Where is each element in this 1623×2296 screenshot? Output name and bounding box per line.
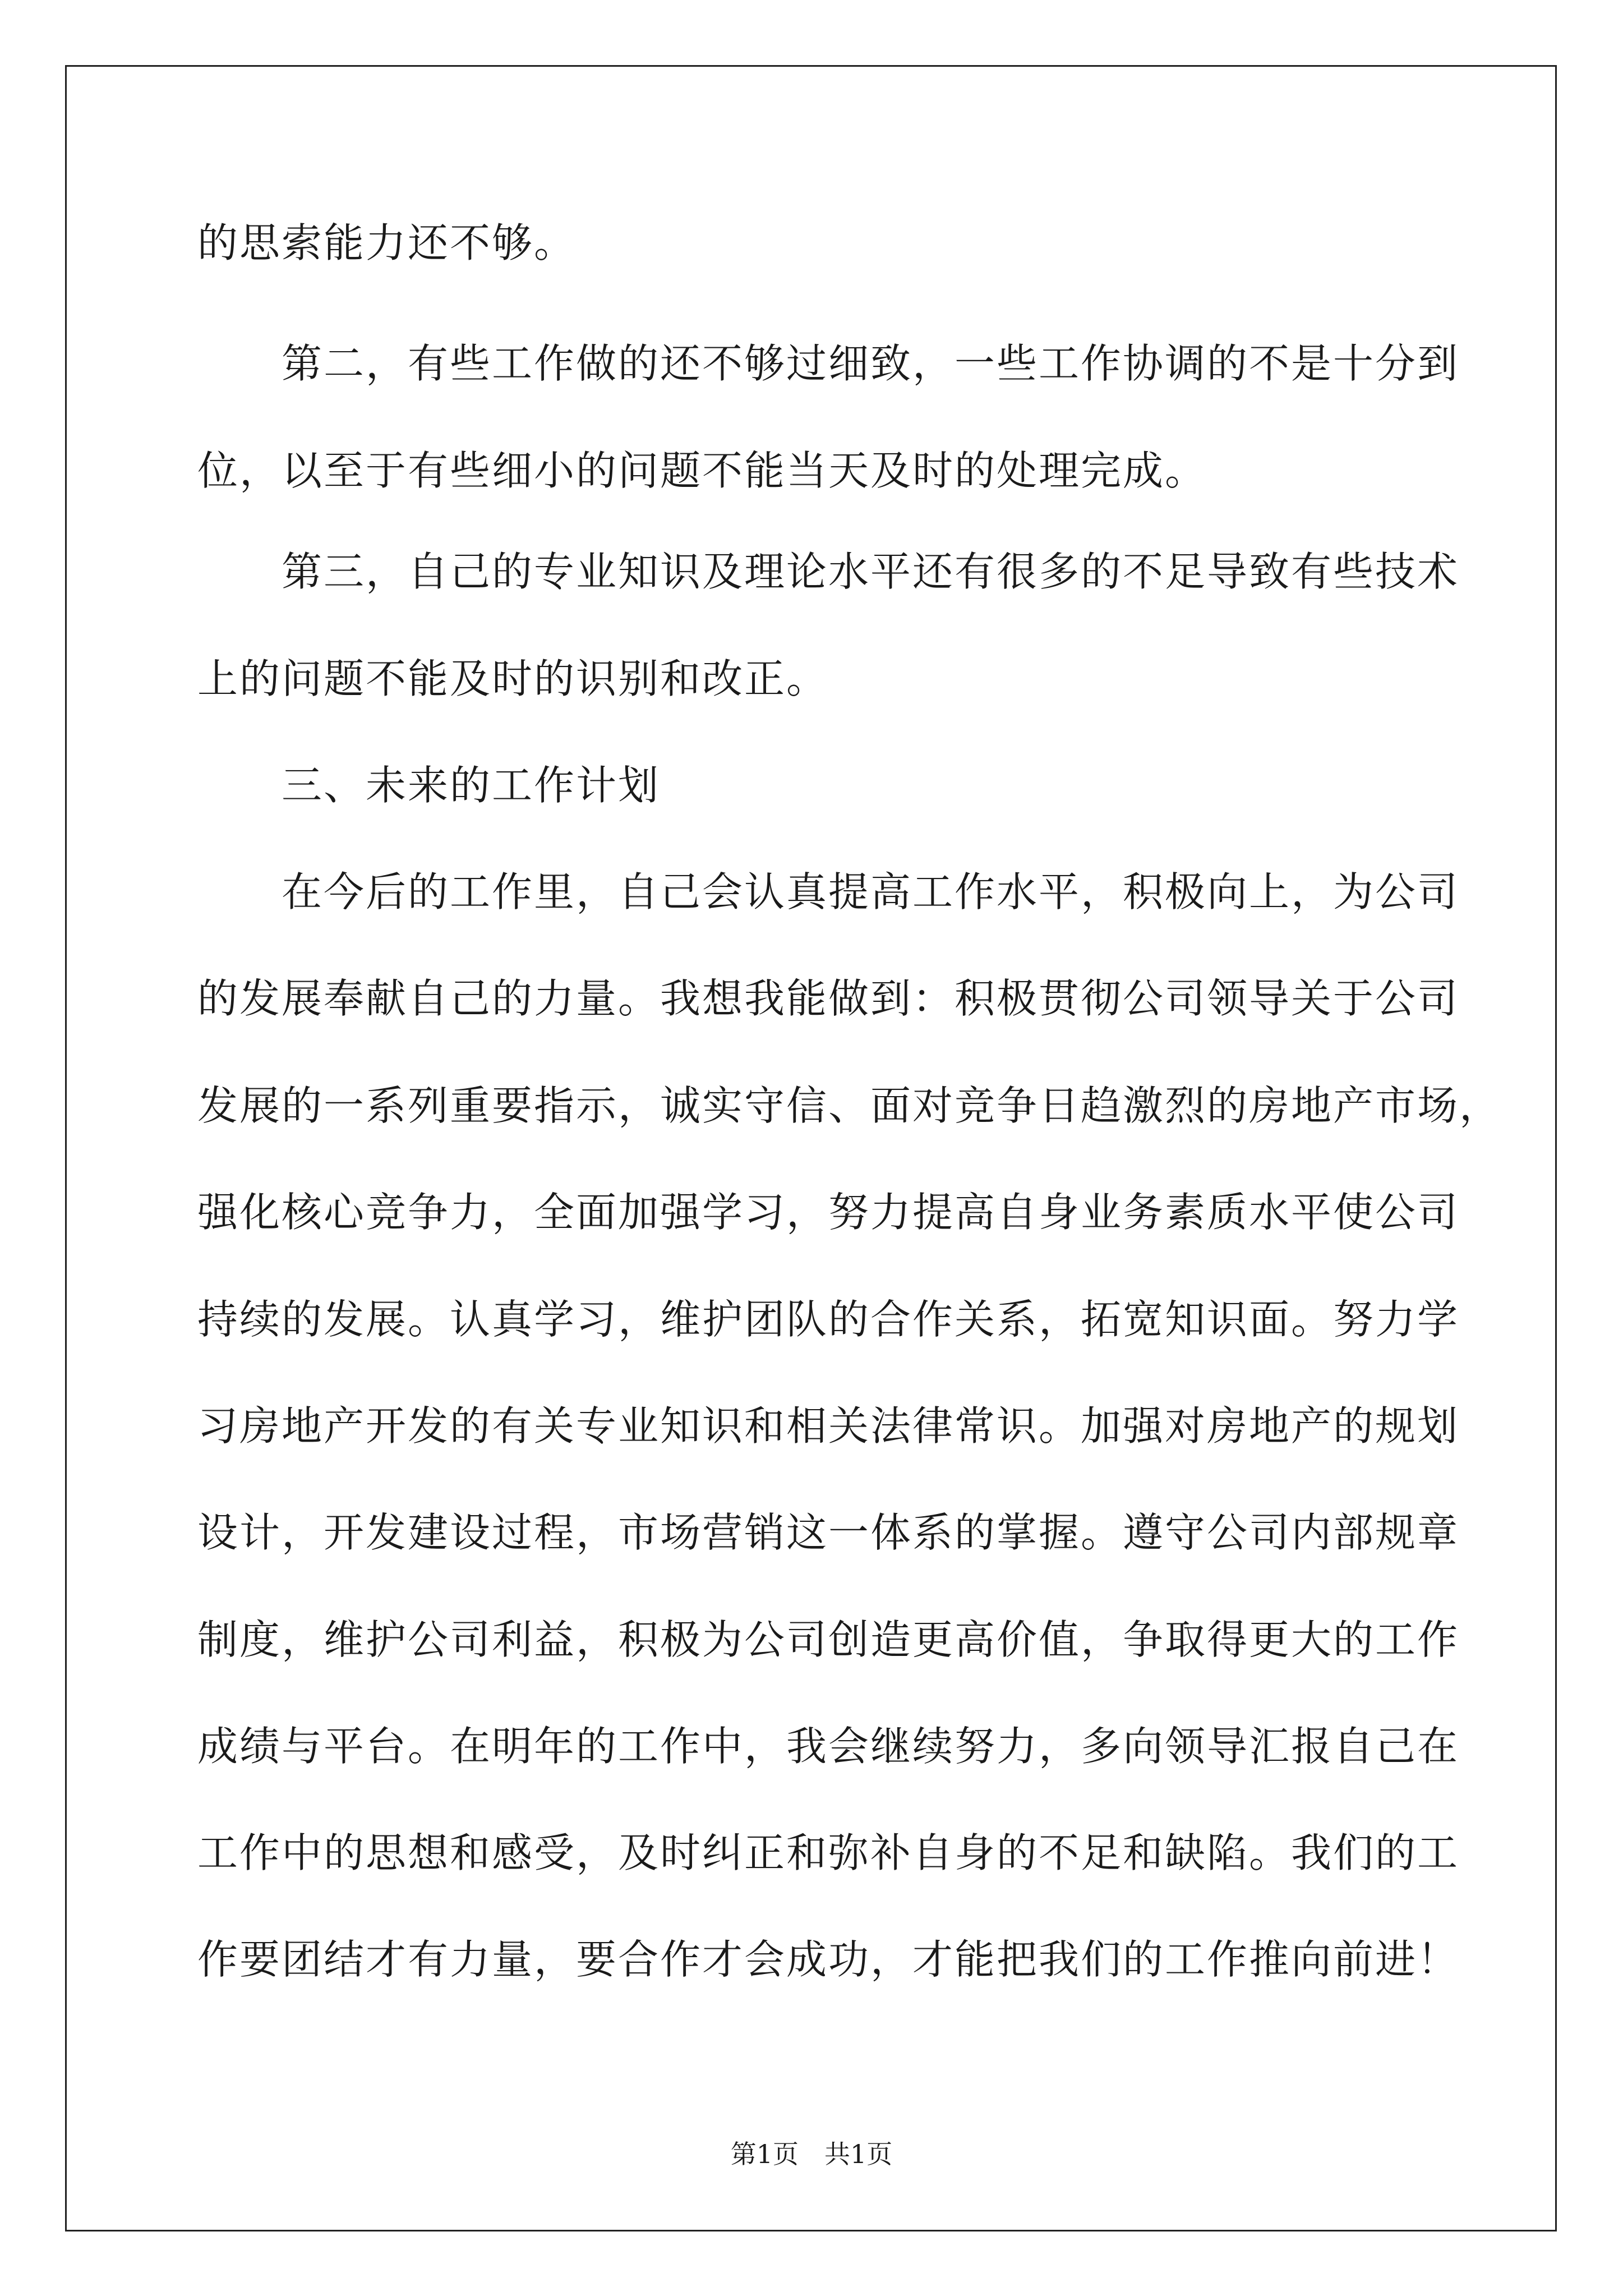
section-heading: 三、未来的工作计划 — [282, 762, 661, 809]
body-line-5: 上的问题不能及时的识别和改正。 — [197, 655, 829, 702]
body-line-1: 的思索能力还不够。 — [197, 219, 577, 266]
page-border — [65, 65, 1557, 2231]
body-line-4: 第三，自己的专业知识及理论水平还有很多的不足导致有些技术 — [282, 548, 1460, 595]
body-line-10: 强化核心竞争力，全面加强学习，努力提高自身业务素质水平使公司 — [197, 1189, 1460, 1236]
body-line-17: 作要团结才有力量，要合作才会成功，才能把我们的工作推向前进！ — [197, 1936, 1460, 1983]
body-line-15: 成绩与平台。在明年的工作中，我会继续努力，多向领导汇报自己在 — [197, 1723, 1460, 1770]
body-line-14: 制度，维护公司利益，积极为公司创造更高价值，争取得更大的工作 — [197, 1616, 1460, 1663]
body-line-11: 持续的发展。认真学习，维护团队的合作关系，拓宽知识面。努力学 — [197, 1296, 1460, 1343]
page-total: 共1页 — [824, 2139, 893, 2169]
body-line-8: 的发展奉献自己的力量。我想我能做到：积极贯彻公司领导关于公司 — [197, 975, 1460, 1022]
body-line-2: 第二，有些工作做的还不够过细致，一些工作协调的不是十分到 — [282, 340, 1460, 387]
body-line-7: 在今后的工作里，自己会认真提高工作水平，积极向上，为公司 — [282, 868, 1460, 915]
body-line-9: 发展的一系列重要指示，诚实守信、面对竞争日趋激烈的房地产市场， — [197, 1082, 1502, 1129]
body-line-12: 习房地产开发的有关专业知识和相关法律常识。加强对房地产的规划 — [197, 1402, 1460, 1450]
page-number: 第1页 — [730, 2139, 799, 2169]
body-line-3: 位，以至于有些细小的问题不能当天及时的处理完成。 — [197, 447, 1207, 494]
body-line-16: 工作中的思想和感受，及时纠正和弥补自身的不足和缺陷。我们的工 — [197, 1829, 1460, 1876]
body-line-13: 设计，开发建设过程，市场营销这一体系的掌握。遵守公司内部规章 — [197, 1509, 1460, 1556]
page-footer — [0, 2137, 1623, 2171]
